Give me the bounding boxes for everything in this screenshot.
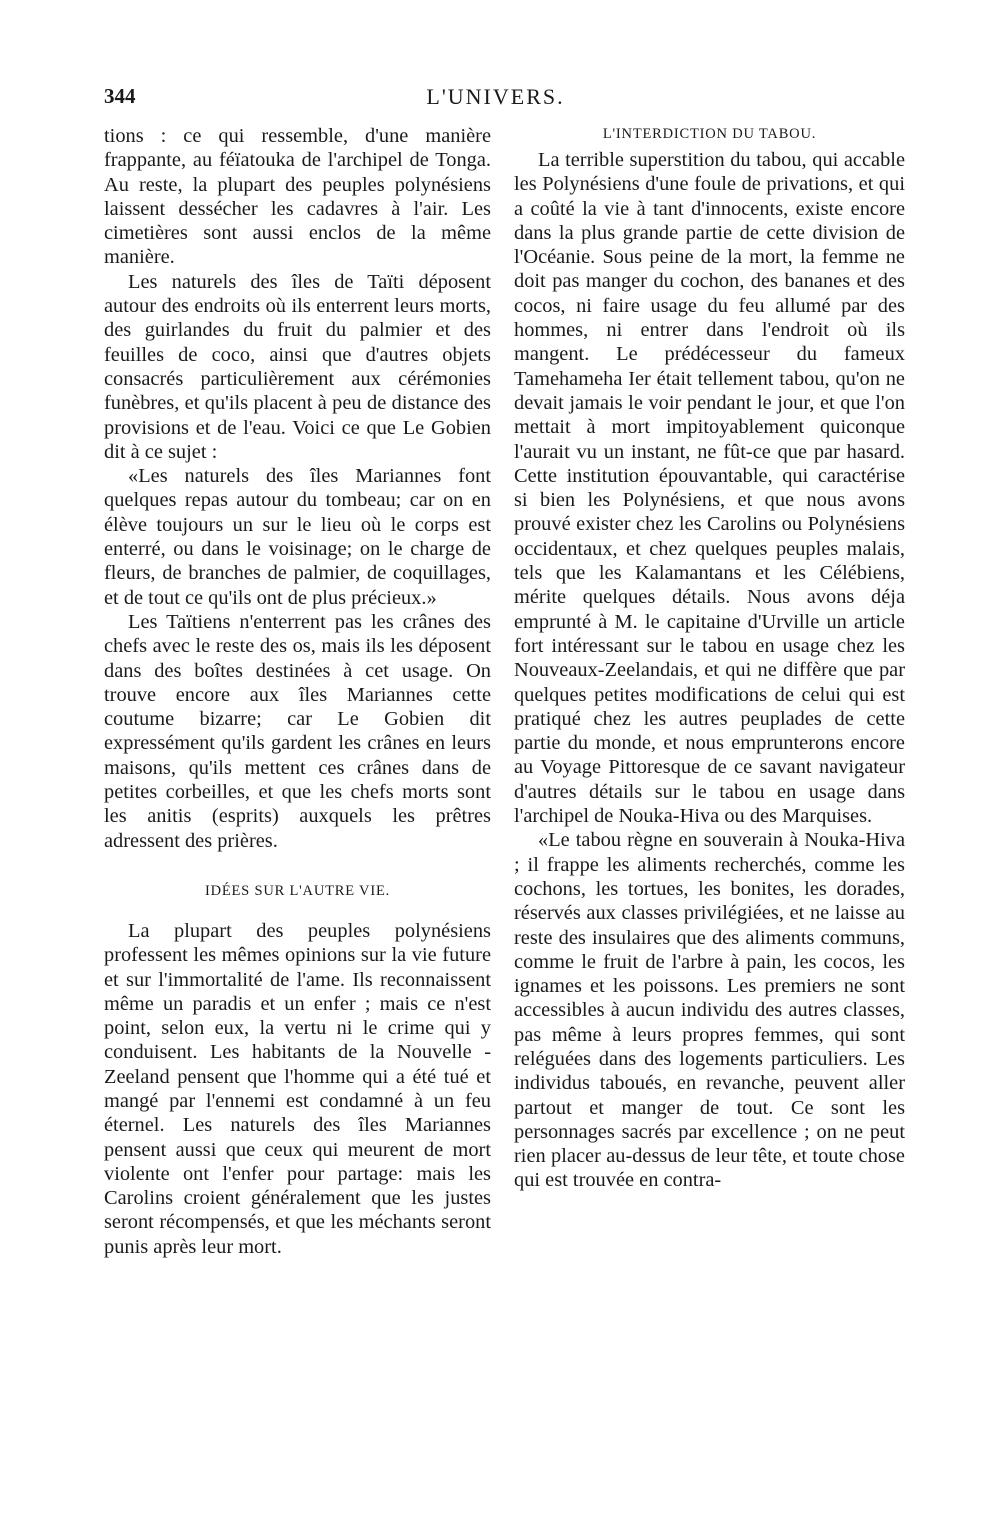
page-header — [0, 84, 991, 114]
section-heading: IDÉES SUR L'AUTRE VIE. — [204, 882, 391, 899]
paragraph: «Les naturels des îles Mariannes font quelques repas autour du tombeau; car on en élève toujours un sur le lieu où le corps est enterré, ou dans le voisinage; on le charge de fleurs, de branches de palmier, de coquillages, et de tout ce qu'ils ont de plus précieux.» — [104, 465, 491, 609]
paragraph: tions : ce qui ressemble, d'une manière frappante, au féïatouka de l'archipel de Tonga. Au reste, la plupart des peuples polynésiens laissent dessécher les cadavres à l'air. Les cimetières sont aussi enclos de la même manière. — [104, 125, 491, 269]
right-column — [514, 124, 905, 1193]
running-title: L'UNIVERS. — [426, 84, 565, 109]
section-heading: L'INTERDICTION DU TABOU. — [602, 126, 817, 142]
paragraph: Les Taïtiens n'enterrent pas les crânes des chefs avec le reste des os, mais ils les déposent dans des boîtes destinées à cet usage. On trouve encore aux îles Mariannes cette coutume bizarre; car Le Gobien dit expressément qu'ils gardent les crânes en leurs maisons, qu'ils mettent ces crânes dans de petites corbeilles, et que les chefs morts sont les anitis (esprits) auxquels les prêtres adressent des prières. — [104, 610, 491, 852]
paragraph: La terrible superstition du tabou, qui accable les Polynésiens d'une foule de privations, et qui a coûté la vie à tant d'innocents, existe encore dans la plus grande partie de cette division de l'Océanie. Sous peine de la mort, la femme ne doit pas manger du cochon, des bananes et des cocos, ni faire usage du feu allumé par des hommes, ni entrer dans l'endroit où ils mangent. Le prédécesseur du fameux Tamehameha Ier était tellement tabou, qu'on ne devait jamais le voir pendant le jour, et que l'on mettait à mort impitoyablement quiconque l'aurait vu un instant, ne fût-ce que par hasard. Cette institution épouvantable, qui caractérise si bien les Polynésiens, et que nous avons prouvé exister chez les Carolins ou Polynésiens occidentaux, et chez quelques peuples malais, tels que les Kalamantans et les Célébiens, mérite quelques détails. Nous avons déja emprunté à M. le capitaine d'Urville un article fort intéressant sur le tabou en usage chez les Nouveaux-Zeelandais, et qui ne diffère que par quelques petites modifications de celui qui est pratiqué chez les autres peuplades de cette partie du monde, et nous emprunterons encore au Voyage Pittoresque de ce savant navigateur d'autres détails sur le tabou en usage dans l'archipel de Nouka-Hiva ou des Marquises. — [514, 149, 905, 828]
paragraph: La plupart des peuples polynésiens professent les mêmes opinions sur la vie future et sur l'immortalité de l'ame. Ils reconnaissent même un paradis et un enfer ; mais ce n'est point, selon eux, la vertu ni le crime qui y conduisent. Les habitants de la Nouvelle - Zeeland pensent que l'homme qui a été tué et mangé par l'ennemi est condamné à un feu éternel. Les naturels des îles Mariannes pensent aussi que ceux qui meurent de mort violente ont l'enfer pour partage: mais les Carolins croient généralement que les justes seront récompensés, et que les méchants seront punis après leur mort. — [104, 919, 491, 1258]
page-number: 344 — [104, 84, 136, 108]
paragraph: «Le tabou règne en souverain à Nouka-Hiva ; il frappe les aliments recherchés, comme les cochons, les tortues, les bonites, les dorades, réservés aux classes privilégiées, et ne laisse au reste des insulaires que des aliments communs, comme le fruit de l'arbre à pain, les cocos, les ignames et les poissons. Les premiers ne sont accessibles à aucun individu des autres classes, pas même à leurs propres femmes, qui sont reléguées dans des logements particuliers. Les individus taboués, en revanche, peuvent aller partout et manger de tout. Ce sont les personnages sacrés par excellence ; on ne peut rien placer au-dessus de leur tête, et toute chose qui est trouvée en contra- — [514, 829, 905, 1192]
left-column — [104, 124, 491, 1259]
paragraph: Les naturels des îles de Taïti déposent autour des endroits où ils enterrent leurs morts, des guirlandes du fruit du palmier et des feuilles de coco, ainsi que d'autres objets consacrés particulièrement aux cérémonies funèbres, et qu'ils placent à peu de distance des provisions et de l'eau. Voici ce que Le Gobien dit à ce sujet : — [104, 270, 491, 463]
